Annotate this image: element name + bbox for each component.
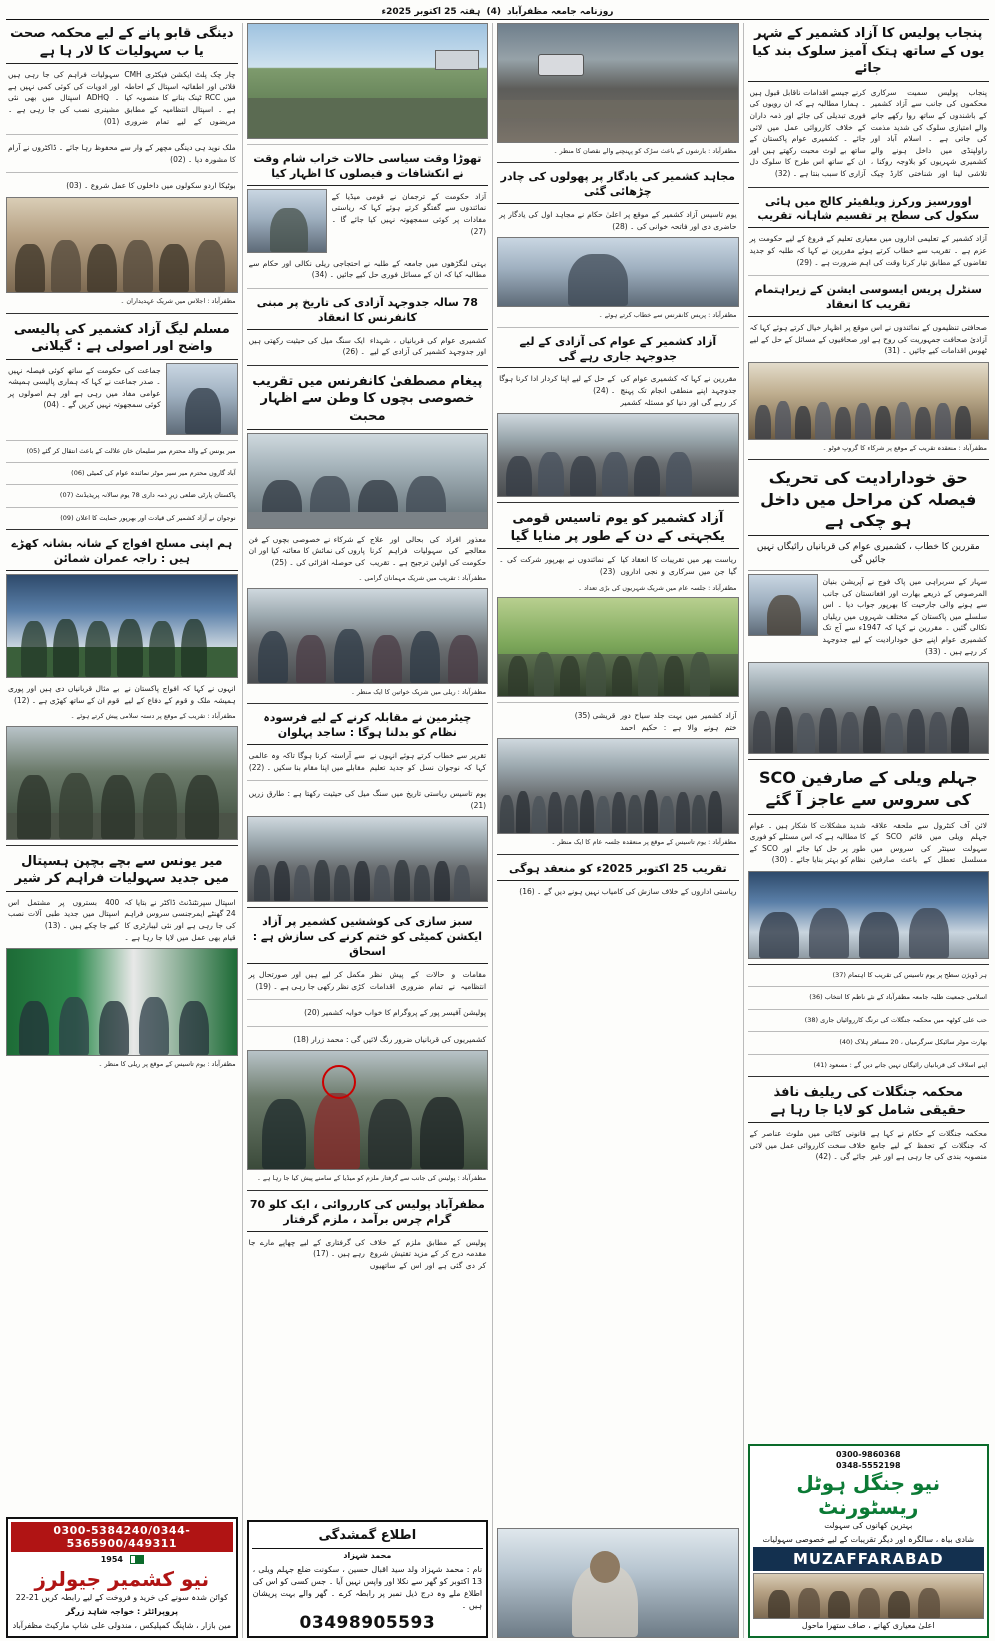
divider [748,459,989,460]
divider [6,172,238,173]
headline-action-committee: سبز سازی کی کوششیں کشمیر پر آزاد ایکشن کمیٹی کو ختم کرنے کی سازش ہے : اسحاق [247,913,488,964]
bullet-item-2: اسلامی جمعیت طلبہ جامعہ مظفرآباد کے نئے ناظم کا انتخاب (36) [809,993,987,1002]
body-self-determination: سہار کے سربراہی میں پاک فوج نے آپریشن بنیان المرصوص کے ذریعے بھارت اور افغانستان کی جانب سے ہونے والی جارحیت کا بھرپور جواب دیا ۔ اس سلسلے میں پاکستان کے مختلف شہروں میں ریلیاں نکالی گئیں ۔ مقررین نے کہا کہ 1947ء سے آج تک کشمیری عوام اپنے حق خودارادیت کے لیے جدوجہد کر رہے ہیں ۔ (33) [822,576,987,656]
photo-spokesman [247,189,327,253]
headline-political-situation: تھوڑا وقت سیاسی حالات خراب شام وقت نے انکشافات و فیصلوں کا اظہار کیا [247,150,488,186]
body-pollution-office: پولیشن آفیسر پور کے پروگرام کا خواب خوابہ کشمیر (20) [304,1008,487,1018]
left-bullet-3: پاکستان پارٹی ضلعی زیرِ ذمہ داری 78 یوم سالانہ پریذیڈنٹ (07) [59,491,236,500]
body-event-date: ریاستی اداروں کے خلاف سازش کی کامیاب نہیں ہونے دیں گے ۔ (16) [519,886,737,896]
photo-rally-crowd [748,662,989,754]
divider [247,365,488,366]
caption-official-portrait: مظفرآباد : پریس کانفرنس سے خطاب کرتے ہوئے ۔ [598,311,737,320]
ad-note: اعلیٰ معیاری کھانے ، صاف ستھرا ماحول [801,1621,935,1630]
masthead-paper: روزنامہ جامعہ مظفرآباد [506,6,614,17]
page-columns [6,23,989,1638]
caption-damaged-road: مظفرآباد : بارشوں کے باعث سڑک کو پہنچنے والے نقصان کا منظر ۔ [553,147,737,155]
political-row [247,189,488,253]
divider [748,1009,989,1010]
photo-group-ceremony [748,362,989,440]
photo-guard-of-honour [6,726,238,840]
caption-police-arrest: مظفرآباد : پولیس کی جانب سے گرفتار ملزم کو میڈیا کے سامنے پیش کیا جا رہا ہے ۔ [257,1174,487,1183]
caption-women-rally: مظفرآباد : ریلی میں شریک خواتین کا ایک منظر ۔ [350,687,487,696]
photo-women-rally [247,588,488,684]
ad-title: نیو جنگل ہوٹل ریسٹورنٹ [796,1471,941,1519]
body-student-rally: بہتی لنگڑھوں میں جامعہ کے طلبہ نے احتجاجی ریلی نکالی اور حکام سے مطالبہ کیا کہ ان کے مسائل فوری حل کیے جائیں ۔ (34) [248,258,487,280]
ad-jeweller-title: نیو کشمیر جیولرز [34,1567,210,1591]
notice-title: اطلاع گمشدگی [252,1525,483,1549]
photo-official-portrait [497,237,738,307]
column-mid2 [497,23,738,1638]
column-right [748,23,989,1638]
headline-drug-seizure: مظفرآباد پولیس کی کارروائی ، ایک کلو 70 گرام چرس برآمد ، ملزم گرفتار [247,1196,488,1232]
ad-phone-1: 0300-9860368 [835,1450,901,1459]
body-dengue-advice: ملک نوید ہی دینگی مچھر کے وار سے محفوظ رہا جائے ۔ ڈاکٹروں نے آرام کا مشورہ دیا ۔ (02) [8,143,236,164]
divider [247,780,488,781]
headline-freedom-struggle: آزاد کشمیر کے عوام کی آزادی کے لیے جدوجہد جاری رہے گی [497,333,738,369]
column-divider [743,23,744,1638]
divider [6,462,238,463]
headline-dengue: دینگی قابو پانے کے لیے محکمہ صحت یا ب سہولیات کا لار ہا ہے [6,23,238,64]
bullet-item-1: ہر ڈویژن سطح پر یوم تاسیس کی تقریب کا اہتمام (37) [832,971,987,980]
body-school-admissions: بوٹیکا اردو سکولوں میں داخلوں کا عمل شروع ۔ (03) [66,181,236,191]
divider [247,1026,488,1027]
photo-flag-rally [6,948,238,1056]
body-overseas-college: آزاد کشمیر کے تعلیمی اداروں میں معیاری تعلیم کے فروغ کے لیے حکومت پر عزم ہے ۔ تقریب سے خطاب کرتے ہوئے مقررین نے کہا کہ طلبہ کو جدید تقاضوں کے مطابق تیار کرنا وقت کی اہم ضرورت ہے ۔ (29) [749,234,987,267]
masthead-date: ہفتہ 25 اکتوبر 2025ء [381,6,481,17]
divider [247,703,488,704]
body-foundation-day: یوم تاسیس ریاستی تاریخ میں سنگ میل کی حیثیت رکھتا ہے : طارق زریں (21) [248,789,487,810]
caption-meeting-indoor: مظفرآباد : اجلاس میں شریک عہدیداران ۔ [120,297,236,306]
headline-overseas-college: اوورسیز ورکرز ویلفیئر کالج میں ہائی سکول کی سطح پر تقسیم شاہانہ تقریب [748,193,989,229]
notice-body: نام : محمد شہزاد ولد سید اقبال حسین ، سکونت ضلع جہلم ویلی ، 13 اکتوبر کو گھر سے نکلا اور واپس نہیں آیا ۔ جس کسی کو اس کی اطلاع ملے وہ درج ذیل نمبر پر رابطہ کرے ۔ گھر والے بہت پریشان ہیں ۔ [252,1565,483,1610]
divider [6,134,238,135]
caption-flag-rally: مظفرآباد : یوم تاسیس کے موقع پر ریلی کا منظر ۔ [98,1060,236,1069]
divider [748,187,989,188]
photo-large-jalsa [497,738,738,834]
headline-hospital: میر یونس سے بچے بچپن ہسپتال میں جدید سہولیات فراہم کر شیر [6,851,238,892]
headline-press-association: سنٹرل پریس ایسوسی ایشن کے زیراہتمام تقریب کا انعقاد [748,281,989,317]
caption-jalsa-crowd: مظفرآباد : جلسہ عام میں شریک شہریوں کی بڑی تعداد ۔ [578,583,737,592]
ad-jeweller-address: مین بازار ، شاپنگ کمپلیکس ، مندولی علی شاپ مارکیٹ مظفرآباد [12,1621,232,1630]
headline-self-determination: حق خودارادیت کی تحریک فیصلہ کن مراحل میں داخل ہو چکی ہے [748,465,989,536]
divider [247,144,488,145]
ad-jeweller-sub: کوائن شدہ سونے کی خرید و فروخت کے لیے رابطہ کریں 21-22 [15,1593,228,1602]
bullet-item-3: حب علی کوٹھہ میں محکمہ جنگلات کی ترنگ کارروائیاں جاری (38) [804,1015,987,1024]
photo-damaged-road [497,23,738,143]
caption-group-ceremony: مظفرآباد : منعقدہ تقریب کے موقع پر شرکاء کا گروپ فوٹو ۔ [822,443,987,452]
flag-icon [130,1555,144,1564]
column-divider [492,23,493,1638]
body-drug-seizure: پولیس کے مطابق ملزم کے خلاف مقدمہ درج کر کے مزید تفتیش شروع کر دی گئی ہے اور اس کے ساتھیوں کی گرفتاری کے لیے چھاپے مارے جا رہے ہیں ۔ (17) [248,1237,487,1270]
photo-party-leader [166,363,238,435]
photo-ad-hotel [753,1573,984,1619]
headline-memorial: مجاہد کشمیر کی یادگار پر پھولوں کی چادر چڑھائی گئی [497,168,738,204]
divider [497,327,738,328]
photo-press-conference [748,871,989,959]
notice-missing-person[interactable] [247,1520,488,1638]
ad-new-kashmir-jewellers[interactable] [6,1517,238,1638]
body-chairman-system: تقریر سے خطاب کرتے ہوئے انہوں نے کہا کہ نوجوان نسل کو جدید تعلیم سے آراستہ کرنا ہوگا تاکہ وہ عالمی مقابلے میں اپنا مقام بنا سکیں ۔ (22) [248,750,487,772]
photo-flag-ceremony [6,574,238,678]
ad-banner: MUZAFFARABAD [753,1547,984,1571]
notice-name: محمد شہزاد [343,1551,392,1560]
body-memorial: یوم تاسیس آزاد کشمیر کے موقع پر اعلیٰ حکام نے مجاہد اول کی یادگار پر حاضری دی اور فاتحہ خوانی کی ۔ (28) [499,210,737,231]
body-muslim-league: جماعت کی حکومت کے ساتھ کوئی فیصلہ نہیں ۔ صدر جماعت نے کہا کہ ہماری پالیسی ہمیشہ عوامی مفاد میں رہی ہے اور ہم اصولوں پر کوئی سمجھوتہ نہیں کریں گے ۔ (04) [8,365,161,410]
photo-speaker-portrait [748,574,818,636]
left-bullet-4: نوجوان نے آزاد کشمیر کی قیادت اور بھرپور حمایت کا اعلان (09) [60,513,236,522]
caption-panel-table: مظفرآباد : تقریب میں شریک مہمانان گرامی ۔ [358,574,487,583]
divider [748,275,989,276]
divider [748,759,989,760]
ad-jeweller-phones[interactable]: 0300-5384240/0344-5365900/449311 [11,1522,233,1552]
headline-muslim-league: مسلم لیگ آزاد کشمیر کی پالیسی واضح اور اصولی ہے : گیلانی [6,319,238,360]
headline-event-date: تقریب 25 اکتوبر 2025ء کو منعقد ہوگی [497,860,738,881]
ad-phone-2: 0348-5552198 [835,1461,901,1470]
headline-forest-relief: محکمہ جنگلات کی ریلیف نافذ حقیقی شامل کو لایا جا رہا ہے [748,1082,989,1123]
bullet-item-5: اپنے اسلاف کی قربانیاں رائیگاں نہیں جانے دیں گے : مسعود (41) [813,1060,987,1069]
body-action-committee: مقامات و حالات کے پیش نظر انتظامیہ نے تمام ضروری اقدامات مکمل کر لیے ہیں اور صورتحال پر کڑی نظر رکھی جا رہی ہے ۔ (19) [248,969,487,991]
divider [247,999,488,1000]
divider [247,1190,488,1191]
notice-phone[interactable]: 03498905593 [299,1613,436,1633]
column-divider [242,23,243,1638]
photo-meeting-indoor [6,197,238,293]
photo-landslide [247,23,488,139]
caption-flag-ceremony: مظفرآباد : تقریب کے موقع پر دستہ سلامی پیش کرتے ہوئے ۔ [70,712,236,721]
divider [6,529,238,530]
body-tourism-statement: آزاد کشمیر میں بہت جلد سیاح دور ختم ہونے والا ہے : حکیم احمد قریشی (35) [574,711,737,732]
photo-flag-gathering [497,597,738,697]
divider [6,845,238,846]
left-bullet-2: آباد گاروں محترم میر سیر موٹر نمائندہ عوام کی کمیٹی (06) [71,469,236,478]
divider [6,507,238,508]
body-paigham-mustafa: معذور افراد کی بحالی اور علاج معالجے کی سہولیات فراہم کرنا حکومت کی اولین ترجیح ہے ۔ تقریب کے شرکاء نے خصوصی بچوں کے فن پاروں کی نمائش کا معائنہ کیا اور ان کی حوصلہ افزائی کی ۔ (25) [248,534,487,567]
headline-78-years: 78 سالہ جدوجہد آزادی کی تاریخ پر مبنی کانفرنس کا انعقاد [247,294,488,330]
body-punjab-police: پنجاب پولیس سمیت سرکاری محکموں کی جانب سے آزاد کشمیر کے باشندوں کے ساتھ روا رکھے جانے والے امتیازی سلوک کی شدید مذمت کی جاتی ہے ۔ اسلام آباد اور راولپنڈی میں داخل ہونے والے کشمیری شہریوں کو بلاوجہ روکنا ، تلاشی لینا اور شناختی کارڈ چیک کرنے جیسے اقدامات ناقابل قبول ہیں ۔ ہمارا مطالبہ ہے کہ ان رویوں کی فوری تبدیلی کی جائے اور ذمہ داران کے خلاف کارروائی عمل میں لائی جائے ۔ کشمیری عوام پاکستان کے ساتھ بے لوث محبت رکھتے ہیں اور ان کے ساتھ اس طرح کا سلوک دل آزاری کا سبب بنتا ہے ۔ (32) [749,87,987,179]
photo-seminar-panel [497,413,738,497]
bullet-item-4: بھارت موٹر سائیکل سرگرمیاں ، 20 مسافر ہلاک (40) [839,1038,987,1047]
ad-new-jungle-hotel[interactable] [748,1444,989,1638]
photo-police-arrest [247,1050,488,1170]
divider [6,484,238,485]
headline-armed-forces: ہم اپنی مسلح افواج کے شانہ بشانہ کھڑے ہیں : راجہ عمران شمائن [6,535,238,571]
masthead [6,4,989,20]
body-78-years: کشمیری عوام کی قربانیاں ، شہداء اور جدوجہد کشمیر کی آزادی کے لیے ایک سنگ میل کی حیثیت رکھتی ہیں ۔ (26) [248,335,487,357]
headline-chairman-system: چیئرمین نے مقابلہ کرنے کے لیے فرسودہ نظام کو بدلنا ہوگا : ساجد پہلوان [247,709,488,745]
divider [247,288,488,289]
divider [748,986,989,987]
body-armed-forces: انہوں نے کہا کہ افواج پاکستان نے ہمیشہ ملک و قوم کے دفاع کے لیے بے مثال قربانیاں دی ہیں اور پوری قوم ان کے ساتھ کھڑی ہے ۔ (12) [8,683,236,705]
photo-outdoor-gathering [247,816,488,902]
left-bullet-1: میر یونس کے والد محترم میر سلیمان خان علالت کے باعث انتقال کر گئے (05) [26,446,236,455]
body-dengue: چار چک پلٹ ایکشن فیکٹری CMH فلائی اور اطفائیہ اسپتال کے احاطہ میں RCC ٹینک بنانے کا منصوبہ کیا ہے ۔ اسپتال انتظامیہ کے مطابق مریضوں کے لیے تمام ضروری سہولیات فراہم کی جا رہی ہیں اور ادویات کی کوئی کمی نہیں ہے ۔ ADHQ اسپتال میں بھی نئی مشینری نصب کی جا رہی ہے ۔ (01) [8,70,236,126]
divider [748,1054,989,1055]
divider [497,502,738,503]
divider [748,964,989,965]
headline-punjab-police: پنجاب پولیس کا آزاد کشمیر کے شہر یوں کے ساتھ ہتک آمیز سلوک بند کیا جائے [748,23,989,82]
body-sco-service: لائن آف کنٹرول سے ملحقہ علاقہ جہلم ویلی میں قائم SCO کے سہولت سینٹر کی سروس میں مسلسل تعطل کے باعث صارفین شدید مشکلات کا شکار ہیں ۔ عوام کا مطالبہ ہے کہ اس مسئلے کو فوری طور پر حل کیا جائے اور SCO کے نظام کو بہتر بنایا جائے ۔ (30) [749,820,987,865]
body-hospital: اسپتال سپرنٹنڈنٹ ڈاکٹر نے بتایا کہ 24 گھنٹے ایمرجنسی سروس فراہم کی جا رہی ہے اور نئی لیبارٹری کا قیام بھی عمل میں لایا جا رہا ہے ۔ 400 بستروں پر مشتمل اس اسپتال میں جدید طبی آلات نصب کیے جا چکے ہیں ۔ (13) [8,897,236,942]
column-mid [247,23,488,1638]
muslim-league-row [6,363,238,435]
highlight-circle [322,1065,356,1099]
rights-row [748,574,989,659]
body-political-situation: آزاد حکومت کے ترجمان نے قومی میڈیا کے نمائندوں سے گفتگو کرتے ہوئے کہا کہ ریاستی مفادات پر کوئی سمجھوتہ نہیں کیا جائے گا ۔ (27) [331,191,487,236]
headline-paigham-mustafa: پیغام مصطفیٰ کانفرنس میں تقریب خصوصی بچوں کا وطن سے اظہار محبت [247,371,488,430]
photo-boy-portrait [497,1528,738,1638]
ad-jeweller-proprietor: پروپرائٹر : خواجہ شاہد زرگر [65,1607,178,1616]
headline-national-unity-day: آزاد کشمیر کو یوم تاسیس قومی یکجہتی کے دن کے طور پر منایا گیا [497,508,738,549]
caption-large-jalsa: مظفرآباد : یوم تاسیس کے موقع پر منعقدہ جلسہ عام کا ایک منظر ۔ [551,838,737,847]
column-left [6,23,238,1638]
divider [6,440,238,441]
headline-sco-service: جہلم ویلی کے صارفین SCO کی سروس سے عاجز آ گئے [748,765,989,814]
ad-sub-1: بہترین کھانوں کی سہولت [824,1521,913,1530]
masthead-page: (4) [486,6,501,17]
body-freedom-struggle: مقررین نے کہا کہ کشمیری عوام کی جدوجہد اپنے منطقی انجام تک پہنچ کر رہے گی اور دنیا کو مسئلہ کشمیر کے حل کے لیے اپنا کردار ادا کرنا ہوگا ۔ (24) [499,374,737,407]
divider [497,702,738,703]
divider [247,907,488,908]
divider [6,313,238,314]
ad-sub-2: شادی بیاہ ، سالگرہ اور دیگر تقریبات کے لیے خصوصی سہولیات [762,1535,975,1544]
body-forest-relief: محکمہ جنگلات کے حکام نے کہا ہے کہ جنگلات کے تحفظ کے لیے جامع منصوبہ بندی کی جا رہی ہے اور غیر قانونی کٹائی میں ملوث عناصر کے خلاف سخت کارروائی عمل میں لائی جائے گی ۔ (42) [749,1129,987,1162]
divider [748,1076,989,1077]
body-sacrifice-statement: کشمیریوں کی قربانیاں ضرور رنگ لائیں گی : محمد زرار (18) [293,1034,487,1044]
body-press-association: صحافتی تنظیموں کے نمائندوں نے اس موقع پر اظہار خیال کرتے ہوئے کہا کہ آزادیٔ صحافت جمہوریت کی روح ہے اور صحافیوں کے مسائل کے حل کے لیے ٹھوس اقدامات کیے جائیں ۔ (31) [749,322,987,356]
subhead-self-determination: مقررین کا خطاب ، کشمیری عوام کی قربانیاں رائیگاں نہیں جائیں گی [748,539,989,571]
ad-established-year: 1954 [100,1555,123,1564]
divider [497,162,738,163]
divider [748,1031,989,1032]
divider [497,854,738,855]
body-national-unity-day: ریاست بھر میں تقریبات کا انعقاد کیا گیا جن میں سرکاری و نجی اداروں کے نمائندوں نے بھرپور شرکت کی ۔ (23) [499,555,737,577]
photo-panel-table [247,433,488,529]
